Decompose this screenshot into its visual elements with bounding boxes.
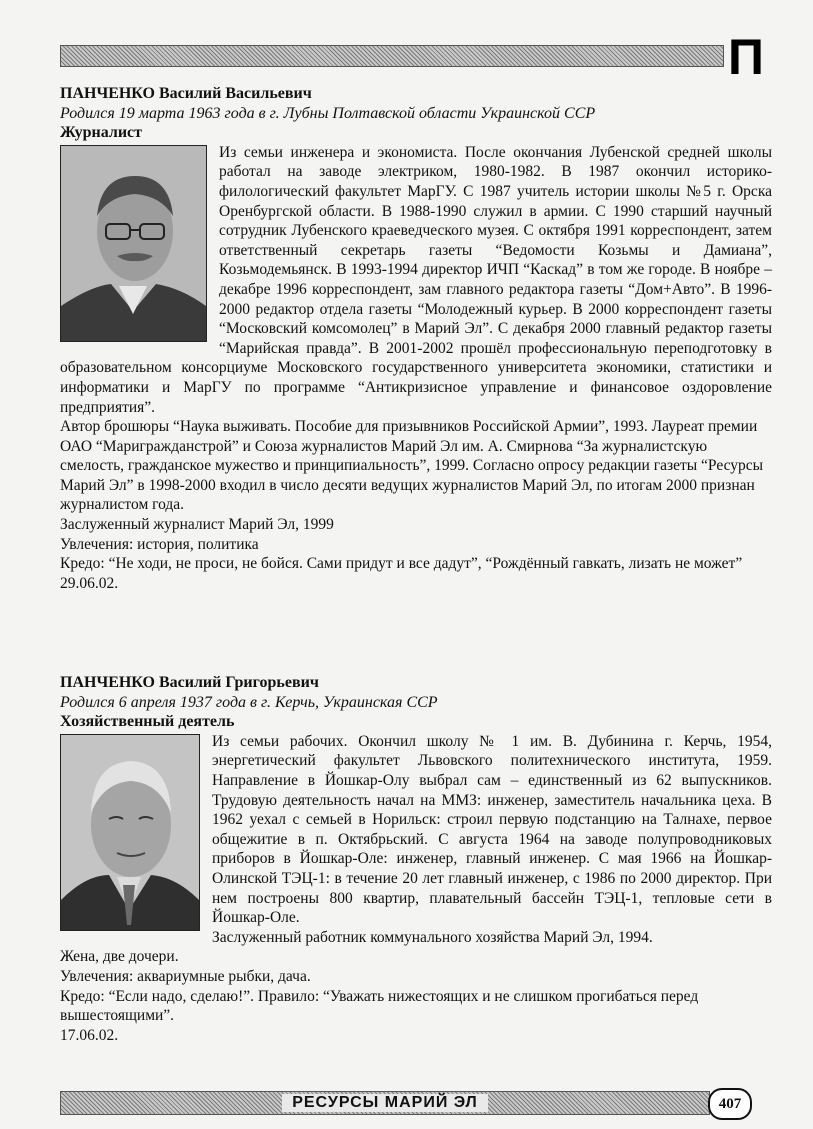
biography-paragraph: Автор брошюры “Наука выживать. Пособие для призывников Российской Армии”, 1993. Лауреат премии ОАО “Маригражданстрой” и Союза журналистов Марий Эл им. А. Смирнова “За журналистскую смелость, гражданское мужество и принципиальность”, 1999. Согласно опросу редакции газеты “Ресурсы Марий Эл” в 1998-2000 входил в число десяти ведущих журналистов Марий Эл, по итогам 2000 признан журналистом года.	[60, 418, 764, 514]
entry-date: 29.06.02.	[60, 574, 119, 592]
person-role: Журналист	[60, 124, 143, 142]
person-role: Хозяйственный деятель	[60, 713, 235, 731]
biography-paragraph: Увлечения: история, политика	[60, 535, 259, 553]
portrait-photo	[60, 145, 207, 342]
section-letter: П	[728, 29, 764, 85]
biography-paragraph: Увлечения: аквариумные рыбки, дача.	[60, 967, 311, 985]
portrait-photo	[60, 734, 200, 931]
person-name: ПАНЧЕНКО Василий Васильевич	[60, 85, 312, 102]
portrait-illustration	[61, 146, 206, 341]
biography-text: Из семьи инженера и экономиста. После окончания Лубенской средней школы работал на заводе электриком, 1980-1982. В 1987 окончил историко-филологический факультет МарГУ. С 1987 учитель истории школы №5 г. Орска Оренбургской области. В 1988-1990 служил в армии. С 1990 старший научный сотрудник Лубенского краеведческого музея. С октября 1991 корреспондент, затем ответственный секретарь газеты “Ведомости Козьмы и Дамиана”, Козьмодемьянск. В 1993-1994 директор ИЧП “Каскад” в том же городе. В ноябре – декабре 1996 корреспондент, зам главного редактора газеты “Дом+Авто”. В 1996-2000 редактор отдела газеты “Молодежный курьер. В 2000 корреспондент газеты “Московский комсомолец” в Марий Эл”. С декабря 2000 главный редактор газеты “Марийская правда”. В 2001-2002 прошёл профессиональную переподготовку в образовательном консорциуме Московского государственного университета экономики, статистики и информатики и МарГУ по программе “Антикризисное управление и финансовое оздоровление предприятия”.	[60, 143, 772, 416]
publication-title: РЕСУРСЫ МАРИЙ ЭЛ	[282, 1094, 488, 1112]
biography-entry	[60, 84, 772, 593]
biography-entry	[60, 673, 772, 1045]
biography-paragraph: Заслуженный журналист Марий Эл, 1999	[60, 516, 334, 534]
birth-info: Родился 6 апреля 1937 года в г. Керчь, Украинская ССР	[60, 693, 438, 711]
footer-bar	[60, 1091, 710, 1115]
entry-date: 17.06.02.	[60, 1026, 119, 1044]
biography-paragraph: Заслуженный работник коммунального хозяйства Марий Эл, 1994.	[212, 928, 653, 946]
portrait-illustration	[61, 735, 199, 930]
birth-info: Родился 19 марта 1963 года в г. Лубны Полтавской области Украинской ССР	[60, 104, 596, 122]
biography-paragraph: Жена, две дочери.	[60, 948, 179, 966]
person-name: ПАНЧЕНКО Василий Григорьевич	[60, 674, 319, 691]
biography-paragraph: Кредо: “Не ходи, не проси, не бойся. Сами придут и все дадут”, “Рождённый гавкать, лизать не может”	[60, 555, 743, 573]
page-number: 407	[708, 1088, 752, 1120]
header-decorative-bar	[60, 45, 724, 67]
biography-paragraph: Кредо: “Если надо, сделаю!”. Правило: “Уважать нижестоящих и не слишком прогибаться перед вышестоящими”.	[60, 987, 699, 1025]
biography-text: Из семьи рабочих. Окончил школу № 1 им. В. Дубинина г. Керчь, 1954, энергетический факультет Львовского политехнического института, 1959. Направление в Йошкар-Олу выбрал сам – единственный из 62 выпускников. Трудовую деятельность начал на ММЗ: инженер, заместитель начальника цеха. В 1962 уехал с семьей в Норильск: строил первую подстанцию на Талнахе, первое общежитие в п. Октябрьский. С августа 1964 на заводе полупроводниковых приборов в Йошкар-Оле: инженер, главный инженер. С мая 1966 на Йошкар-Олинской ТЭЦ-1: в течение 20 лет главный инженер, с 1986 по 2000 директор. При нем построены 800 квартир, плавательный бассейн ТЭЦ-1, тепловые сети в Йошкар-Оле.	[212, 732, 772, 927]
